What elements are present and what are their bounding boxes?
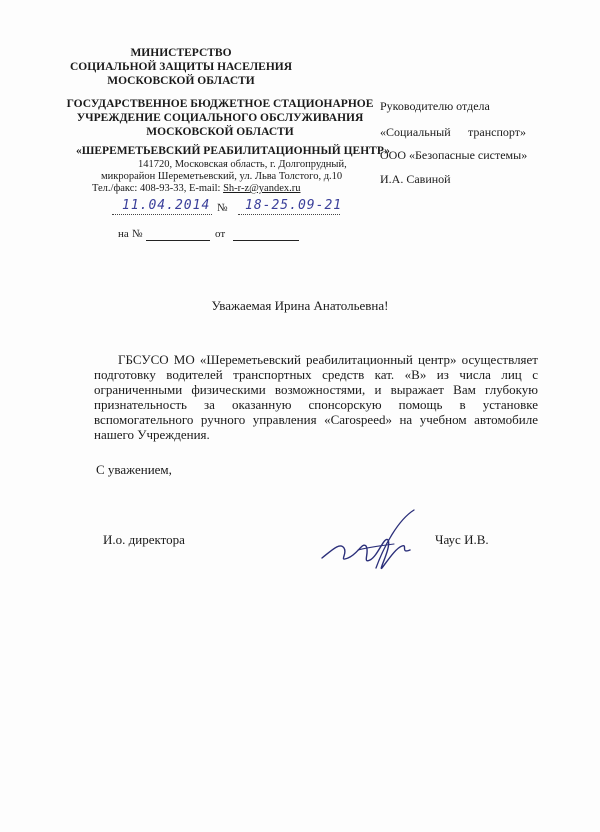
ministry-line-3: МОСКОВСКОЙ ОБЛАСТИ <box>107 75 255 87</box>
reference-date-blank <box>233 240 299 241</box>
phone-text: Тел./факс: 408-93-33, E-mail: <box>92 183 224 194</box>
institution-line-1: ГОСУДАРСТВЕННОЕ БЮДЖЕТНОЕ СТАЦИОНАРНОЕ <box>66 98 374 110</box>
number-underline <box>238 214 340 215</box>
date-underline <box>112 214 212 215</box>
salutation: Уважаемая Ирина Анатольевна! <box>211 298 389 313</box>
institution-line-2: УЧРЕЖДЕНИЕ СОЦИАЛЬНОГО ОБСЛУЖИВАНИЯ <box>76 112 364 124</box>
institution-header <box>0 97 440 139</box>
recipient-line-2b: транспорт» <box>468 125 526 139</box>
recipient-line-3: ООО «Безопасные системы» <box>380 148 528 162</box>
reference-from-label: от <box>215 228 226 240</box>
address-line-2: микрорайон Шереметьевский, ул. Льва Толстого, д.10 <box>101 171 343 182</box>
recipient-line-4: И.А. Савиной <box>380 172 451 186</box>
center-name: «ШЕРЕМЕТЬЕВСКИЙ РЕАБИЛИТАЦИОННЫЙ ЦЕНТР» <box>76 145 390 157</box>
signatory-name: Чаус И.В. <box>435 532 489 547</box>
ministry-header <box>0 46 362 88</box>
handwritten-signature <box>318 506 428 576</box>
outgoing-number-sign: № <box>217 202 228 214</box>
ministry-line-2: СОЦИАЛЬНОЙ ЗАЩИТЫ НАСЕЛЕНИЯ <box>69 61 293 73</box>
outgoing-number: 18-25.09-21 <box>245 198 343 213</box>
email-link[interactable]: Sh-r-z@yandex.ru <box>223 183 301 194</box>
reference-number-blank <box>146 240 210 241</box>
institution-line-3: МОСКОВСКОЙ ОБЛАСТИ <box>146 126 294 138</box>
signatory-role: И.о. директора <box>103 532 185 547</box>
address-line-1: 141720, Московская область, г. Долгопрудный, <box>138 159 347 170</box>
recipient-line-1: Руководителю отдела <box>380 99 490 113</box>
ministry-line-1: МИНИСТЕРСТВО <box>130 47 232 59</box>
outgoing-date: 11.04.2014 <box>122 198 211 213</box>
reference-number-sign: № <box>132 228 143 240</box>
closing: С уважением, <box>96 462 172 477</box>
letter-body: ГБСУСО МО «Шереметьевский реабилитационный центр» осуществляет подготовку водителей транспортных средств кат. «В» из числа лиц с ограниченными физическими возможностями, и выражает Вам глубокую признательность за оказанную спонсорскую помощь в установке вспомогательного ручного управления «Carospeed» на учебном автомобиле нашего Учреждения. <box>94 352 538 442</box>
recipient-line-2a: «Социальный <box>380 125 451 139</box>
contact-line <box>92 182 300 195</box>
reference-on-label: на <box>118 228 129 240</box>
